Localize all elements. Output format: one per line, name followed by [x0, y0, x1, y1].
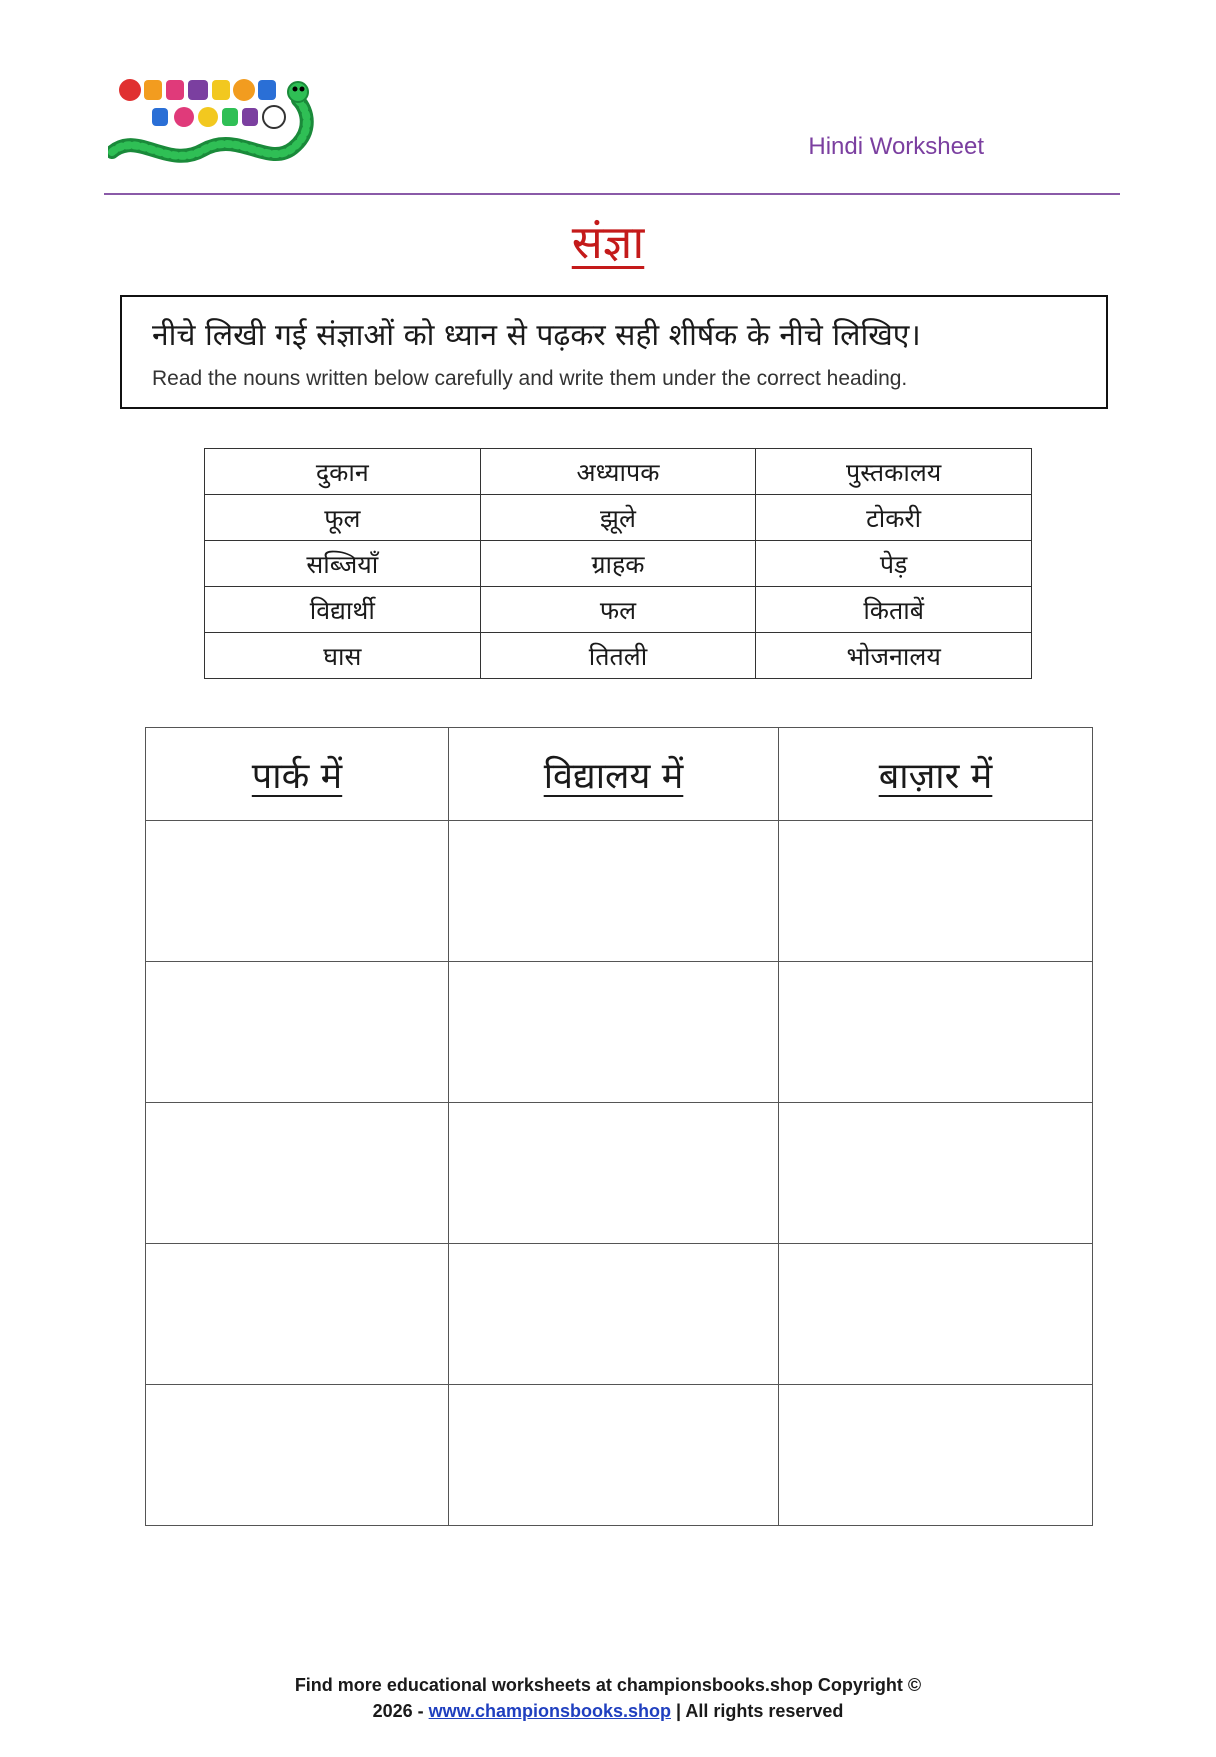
word-cell: फूल: [205, 495, 481, 541]
answer-row: [146, 821, 1093, 962]
table-row: [205, 541, 1032, 587]
answer-cell[interactable]: [146, 1385, 449, 1526]
answer-row: [146, 1385, 1093, 1526]
word-cell: पुस्तकालय: [756, 449, 1032, 495]
answer-row: [146, 1244, 1093, 1385]
answer-cell[interactable]: [779, 1385, 1093, 1526]
word-cell: अध्यापक: [480, 449, 756, 495]
instructions-box: [120, 295, 1108, 409]
word-cell: दुकान: [205, 449, 481, 495]
heading-park: [146, 728, 449, 821]
word-cell: भोजनालय: [756, 633, 1032, 679]
footer-website-link[interactable]: www.championsbooks.shop: [428, 1701, 671, 1721]
answer-cell[interactable]: [779, 821, 1093, 962]
page-title: [0, 210, 1216, 272]
sorting-header-row: [146, 728, 1093, 821]
table-row: [205, 587, 1032, 633]
word-cell: किताबें: [756, 587, 1032, 633]
header-divider: [104, 193, 1120, 195]
heading-school: [449, 728, 779, 821]
page-title-text: संज्ञा: [571, 215, 645, 269]
word-cell: विद्यार्थी: [205, 587, 481, 633]
footer-rights: | All rights reserved: [670, 1701, 844, 1721]
footer-line-2: [0, 1698, 1216, 1724]
word-cell: पेड़: [756, 541, 1032, 587]
instructions-english: Read the nouns written below carefully and write them under the correct heading.: [152, 367, 908, 390]
word-cell: झूले: [480, 495, 756, 541]
answer-row: [146, 962, 1093, 1103]
word-bank-table: [204, 448, 1032, 679]
answer-cell[interactable]: [146, 1103, 449, 1244]
word-cell: तितली: [480, 633, 756, 679]
sorting-table: [145, 727, 1093, 1526]
table-row: [205, 449, 1032, 495]
answer-cell[interactable]: [449, 1244, 779, 1385]
instructions-hindi: नीचे लिखी गई संज्ञाओं को ध्यान से पढ़कर सही शीर्षक के नीचे लिखिए।: [152, 318, 921, 353]
word-cell: ग्राहक: [480, 541, 756, 587]
answer-cell[interactable]: [779, 962, 1093, 1103]
answer-cell[interactable]: [449, 962, 779, 1103]
answer-cell[interactable]: [449, 821, 779, 962]
word-cell: घास: [205, 633, 481, 679]
heading-school-text: विद्यालय में: [543, 755, 684, 797]
footer-year: 2026 -: [372, 1701, 429, 1721]
footer-line-1: Find more educational worksheets at championsbooks.shop Copyright ©: [294, 1675, 922, 1695]
table-row: [205, 633, 1032, 679]
answer-cell[interactable]: [146, 1244, 449, 1385]
heading-park-text: पार्क में: [251, 755, 343, 797]
word-cell: टोकरी: [756, 495, 1032, 541]
answer-row: [146, 1103, 1093, 1244]
answer-cell[interactable]: [146, 962, 449, 1103]
answer-cell[interactable]: [779, 1103, 1093, 1244]
word-cell: सब्जियाँ: [205, 541, 481, 587]
heading-market-text: बाज़ार में: [878, 755, 993, 797]
champion-books-logo: [108, 70, 328, 166]
answer-cell[interactable]: [449, 1385, 779, 1526]
word-cell: फल: [480, 587, 756, 633]
footer: [0, 1672, 1216, 1724]
worksheet-type-label: Hindi Worksheet: [808, 133, 984, 160]
answer-cell[interactable]: [146, 821, 449, 962]
table-row: [205, 495, 1032, 541]
heading-market: [779, 728, 1093, 821]
answer-cell[interactable]: [779, 1244, 1093, 1385]
answer-cell[interactable]: [449, 1103, 779, 1244]
